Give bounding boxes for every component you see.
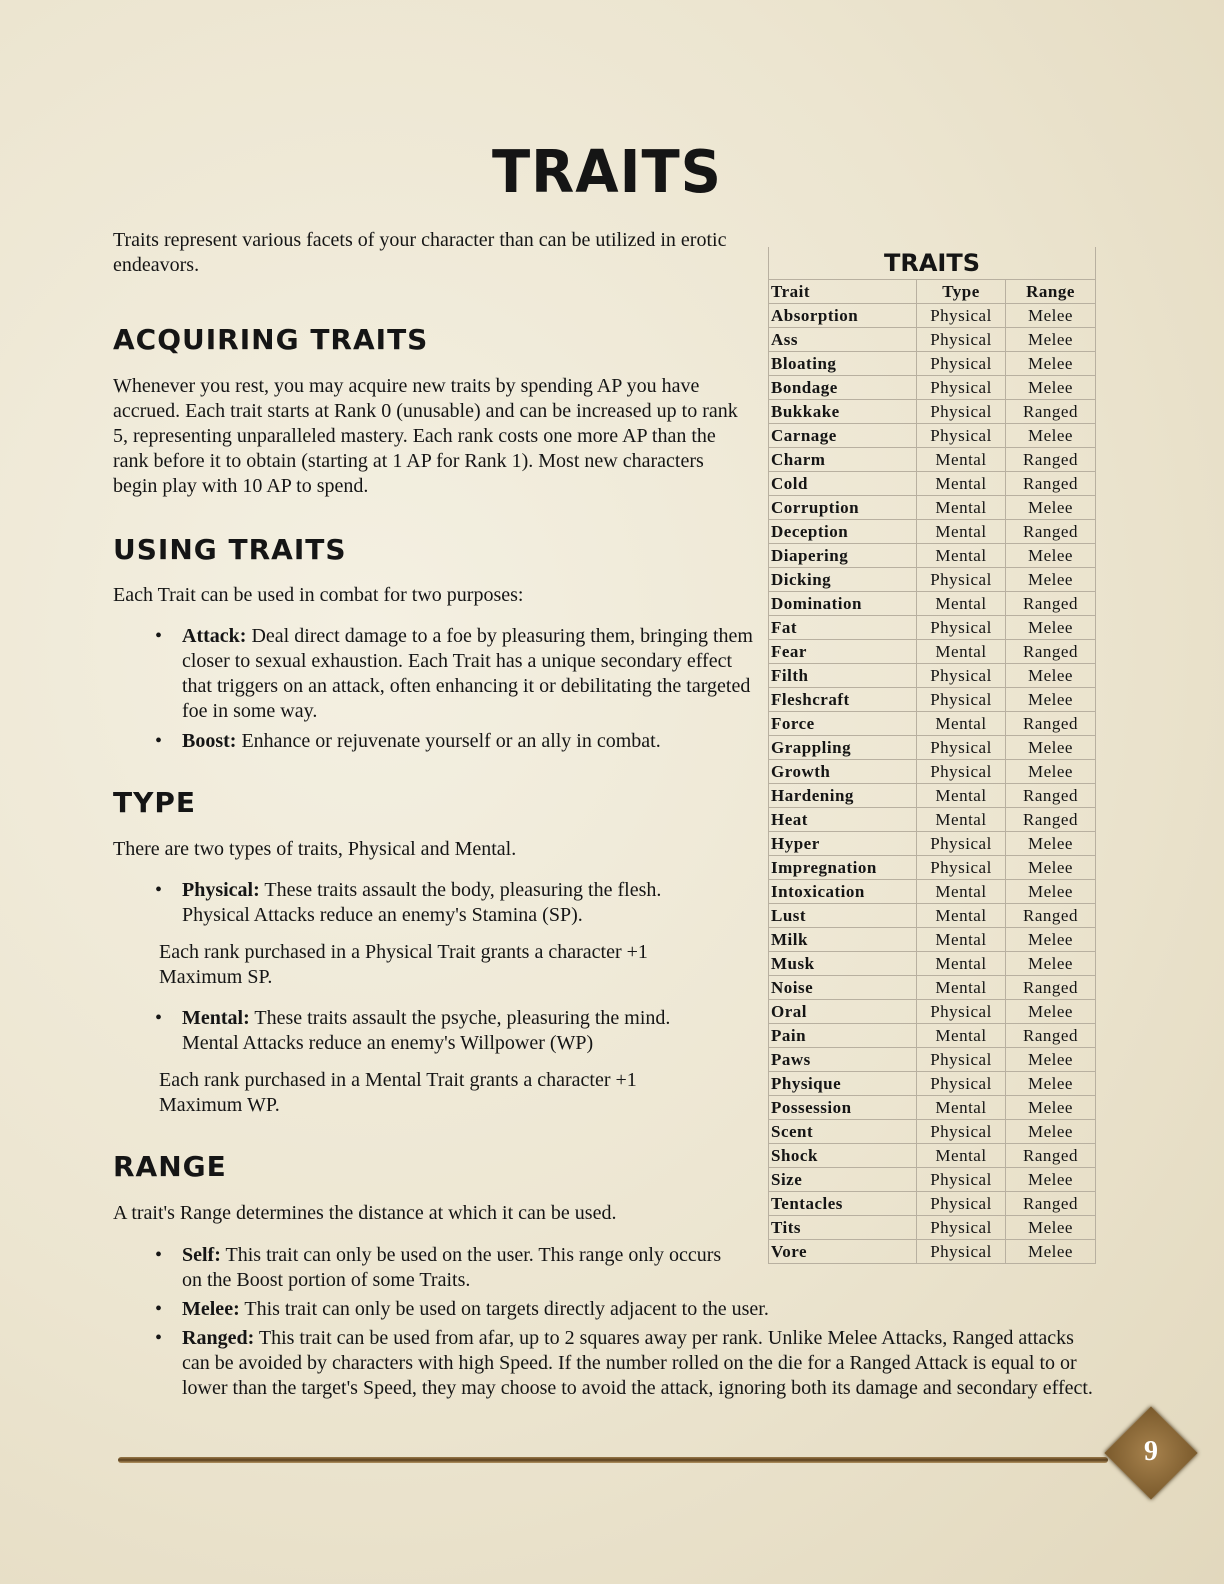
table-row — [769, 328, 1096, 352]
type-paragraph: There are two types of traits, Physical and Mental. — [113, 838, 517, 860]
table-title: TRAITS — [768, 247, 1096, 279]
bullet-text: Enhance or rejuvenate yourself or an ally in combat. — [236, 730, 661, 752]
cell-range: Melee — [1006, 304, 1096, 328]
cell-type: Physical — [917, 1216, 1006, 1240]
cell-range: Melee — [1006, 880, 1096, 904]
cell-range: Melee — [1006, 1120, 1096, 1144]
cell-range: Melee — [1006, 1240, 1096, 1264]
cell-range: Melee — [1006, 952, 1096, 976]
table-row — [769, 808, 1096, 832]
table-row — [769, 496, 1096, 520]
cell-type: Physical — [917, 1000, 1006, 1024]
table-row — [769, 976, 1096, 1000]
cell-type: Physical — [917, 1168, 1006, 1192]
cell-type: Physical — [917, 304, 1006, 328]
header-trait: Trait — [769, 280, 917, 304]
cell-range: Ranged — [1006, 400, 1096, 424]
bullet-text: Deal direct damage to a foe by pleasuring them, bringing them closer to sexual exhaustion. Each Trait has a unique secondary effect that triggers on an attack, often enhancing it or debilitating the targeted foe in some way. — [182, 625, 753, 722]
cell-type: Physical — [917, 400, 1006, 424]
cell-trait: Lust — [769, 904, 917, 928]
using-paragraph: Each Trait can be used in combat for two purposes: — [113, 584, 524, 606]
cell-type: Mental — [917, 1096, 1006, 1120]
bullet-label: Self: — [182, 1244, 221, 1266]
cell-trait: Impregnation — [769, 856, 917, 880]
cell-trait: Pain — [769, 1024, 917, 1048]
table-row — [769, 568, 1096, 592]
table-row — [769, 1120, 1096, 1144]
cell-type: Physical — [917, 1192, 1006, 1216]
footer-rule — [118, 1457, 1108, 1463]
cell-range: Melee — [1006, 760, 1096, 784]
page-number: 9 — [1144, 1436, 1158, 1467]
table-row — [769, 520, 1096, 544]
table-row — [769, 904, 1096, 928]
bullet-melee: • Melee: This trait can only be used on targets directly adjacent to the user. — [155, 1298, 769, 1320]
cell-trait: Grappling — [769, 736, 917, 760]
cell-range: Ranged — [1006, 1144, 1096, 1168]
cell-trait: Intoxication — [769, 880, 917, 904]
heading-type: TYPE — [113, 786, 197, 819]
cell-trait: Filth — [769, 664, 917, 688]
cell-trait: Fear — [769, 640, 917, 664]
cell-type: Physical — [917, 760, 1006, 784]
bullet-label: Boost: — [182, 730, 237, 752]
cell-trait: Bloating — [769, 352, 917, 376]
table-row — [769, 928, 1096, 952]
cell-trait: Vore — [769, 1240, 917, 1264]
table-row — [769, 880, 1096, 904]
bullet-self: • Self: This trait can only be used on the user. This range only occurs on the Boost portion of some Traits. — [155, 1244, 722, 1291]
table-row — [769, 616, 1096, 640]
table-row — [769, 1096, 1096, 1120]
heading-using-traits: USING TRAITS — [113, 533, 347, 566]
table-row — [769, 400, 1096, 424]
cell-trait: Hardening — [769, 784, 917, 808]
cell-trait: Corruption — [769, 496, 917, 520]
intro-paragraph: Traits represent various facets of your character than can be utilized in erotic endeavors. — [113, 229, 727, 276]
cell-range: Ranged — [1006, 808, 1096, 832]
cell-type: Physical — [917, 832, 1006, 856]
traits-table — [768, 247, 1096, 1264]
table-row — [769, 952, 1096, 976]
table-row — [769, 1216, 1096, 1240]
bullet-text: This trait can only be used on the user. This range only occurs on the Boost portion of some Traits. — [182, 1244, 722, 1291]
cell-range: Ranged — [1006, 712, 1096, 736]
cell-type: Physical — [917, 736, 1006, 760]
bullet-text: This trait can be used from afar, up to 2 squares away per rank. Unlike Melee Attacks, Ranged attacks can be avoided by characters with high Speed. If the number rolled on the die for a Ranged Attack is equal to or lower than the target's Speed, they may choose to avoid the attack, ignoring both its damage and secondary effect. — [182, 1327, 1093, 1399]
table-row — [769, 1072, 1096, 1096]
table-row — [769, 856, 1096, 880]
acquiring-paragraph: Whenever you rest, you may acquire new traits by spending AP you have accrued. Each trait starts at Rank 0 (unusable) and can be increased up to rank 5, representing unparalleled mastery. Each rank costs one more AP than the rank before it to obtain (starting at 1 AP for Rank 1). Most new characters begin play with 10 AP to spend. — [113, 375, 738, 497]
table-row — [769, 304, 1096, 328]
cell-range: Melee — [1006, 1168, 1096, 1192]
cell-trait: Domination — [769, 592, 917, 616]
bullet-text: These traits assault the body, pleasuring the flesh. Physical Attacks reduce an enemy's Stamina (SP). — [182, 879, 662, 926]
table-row — [769, 472, 1096, 496]
cell-trait: Diapering — [769, 544, 917, 568]
cell-type: Mental — [917, 976, 1006, 1000]
cell-trait: Force — [769, 712, 917, 736]
cell-type: Physical — [917, 352, 1006, 376]
cell-range: Melee — [1006, 328, 1096, 352]
cell-type: Physical — [917, 688, 1006, 712]
cell-type: Physical — [917, 1240, 1006, 1264]
cell-trait: Shock — [769, 1144, 917, 1168]
bullet-label: Melee: — [182, 1298, 240, 1320]
table-row — [769, 1168, 1096, 1192]
cell-range: Melee — [1006, 376, 1096, 400]
cell-type: Physical — [917, 424, 1006, 448]
table-row — [769, 760, 1096, 784]
cell-range: Melee — [1006, 928, 1096, 952]
cell-type: Mental — [917, 448, 1006, 472]
cell-type: Physical — [917, 328, 1006, 352]
cell-range: Ranged — [1006, 448, 1096, 472]
bullet-text: This trait can only be used on targets directly adjacent to the user. — [239, 1298, 769, 1320]
bullet-label: Mental: — [182, 1007, 250, 1029]
bullet-text: These traits assault the psyche, pleasuring the mind. Mental Attacks reduce an enemy's Willpower (WP) — [182, 1007, 671, 1054]
bullet-label: Ranged: — [182, 1327, 255, 1349]
cell-trait: Ass — [769, 328, 917, 352]
cell-trait: Charm — [769, 448, 917, 472]
cell-type: Mental — [917, 808, 1006, 832]
cell-trait: Oral — [769, 1000, 917, 1024]
cell-trait: Growth — [769, 760, 917, 784]
header-range: Range — [1006, 280, 1096, 304]
cell-range: Melee — [1006, 1072, 1096, 1096]
cell-trait: Size — [769, 1168, 917, 1192]
cell-range: Melee — [1006, 496, 1096, 520]
cell-trait: Cold — [769, 472, 917, 496]
cell-trait: Paws — [769, 1048, 917, 1072]
table-row — [769, 832, 1096, 856]
table-row — [769, 1000, 1096, 1024]
table-header-row — [769, 280, 1096, 304]
table-row — [769, 592, 1096, 616]
table-row — [769, 448, 1096, 472]
cell-type: Physical — [917, 616, 1006, 640]
cell-trait: Deception — [769, 520, 917, 544]
range-paragraph: A trait's Range determines the distance at which it can be used. — [113, 1202, 617, 1224]
table-row — [769, 736, 1096, 760]
cell-type: Mental — [917, 904, 1006, 928]
cell-range: Melee — [1006, 832, 1096, 856]
cell-type: Mental — [917, 1024, 1006, 1048]
mental-note: Each rank purchased in a Mental Trait grants a character +1 Maximum WP. — [159, 1069, 637, 1116]
table-row — [769, 1024, 1096, 1048]
cell-type: Mental — [917, 928, 1006, 952]
table-row — [769, 664, 1096, 688]
cell-trait: Heat — [769, 808, 917, 832]
table-row — [769, 1192, 1096, 1216]
cell-type: Mental — [917, 520, 1006, 544]
heading-acquiring-traits: ACQUIRING TRAITS — [113, 323, 429, 356]
cell-type: Physical — [917, 376, 1006, 400]
cell-trait: Tentacles — [769, 1192, 917, 1216]
table-row — [769, 1144, 1096, 1168]
cell-trait: Noise — [769, 976, 917, 1000]
cell-trait: Dicking — [769, 568, 917, 592]
table-row — [769, 376, 1096, 400]
cell-range: Ranged — [1006, 976, 1096, 1000]
table-row — [769, 544, 1096, 568]
bullet-attack: • Attack: Deal direct damage to a foe by pleasuring them, bringing them closer to sexual exhaustion. Each Trait has a unique secondary effect that triggers on an attack, often enhancing it or debilitating the targeted foe in some way. — [155, 625, 753, 722]
cell-range: Melee — [1006, 1048, 1096, 1072]
physical-note: Each rank purchased in a Physical Trait grants a character +1 Maximum SP. — [159, 941, 648, 988]
cell-type: Mental — [917, 472, 1006, 496]
bullet-mental: • Mental: These traits assault the psyche, pleasuring the mind. Mental Attacks reduce an enemy's Willpower (WP) — [155, 1007, 671, 1054]
page-title: TRAITS — [491, 138, 723, 207]
table-row — [769, 1240, 1096, 1264]
table-row — [769, 424, 1096, 448]
cell-type: Mental — [917, 712, 1006, 736]
cell-trait: Absorption — [769, 304, 917, 328]
cell-trait: Physique — [769, 1072, 917, 1096]
cell-type: Mental — [917, 880, 1006, 904]
cell-range: Melee — [1006, 352, 1096, 376]
cell-range: Melee — [1006, 616, 1096, 640]
table-row — [769, 352, 1096, 376]
cell-type: Mental — [917, 784, 1006, 808]
bullet-boost: • Boost: Enhance or rejuvenate yourself or an ally in combat. — [155, 730, 661, 752]
table-row — [769, 784, 1096, 808]
table-row — [769, 1048, 1096, 1072]
cell-type: Mental — [917, 496, 1006, 520]
cell-type: Physical — [917, 568, 1006, 592]
cell-range: Melee — [1006, 424, 1096, 448]
cell-type: Physical — [917, 1120, 1006, 1144]
cell-range: Melee — [1006, 1000, 1096, 1024]
bullet-ranged: • Ranged: This trait can be used from afar, up to 2 squares away per rank. Unlike Melee Attacks, Ranged attacks can be avoided by characters with high Speed. If the number rolled on the die for a Ranged Attack is equal to or lower than the target's Speed, they may choose to avoid the attack, ignoring both its damage and secondary effect. — [155, 1327, 1093, 1399]
cell-range: Melee — [1006, 856, 1096, 880]
cell-type: Physical — [917, 856, 1006, 880]
cell-trait: Musk — [769, 952, 917, 976]
bullet-physical: • Physical: These traits assault the body, pleasuring the flesh. Physical Attacks reduce an enemy's Stamina (SP). — [155, 879, 662, 926]
cell-type: Physical — [917, 1072, 1006, 1096]
cell-trait: Hyper — [769, 832, 917, 856]
cell-range: Ranged — [1006, 904, 1096, 928]
cell-type: Mental — [917, 544, 1006, 568]
cell-trait: Milk — [769, 928, 917, 952]
table-row — [769, 640, 1096, 664]
heading-range: RANGE — [113, 1150, 227, 1183]
cell-trait: Possession — [769, 1096, 917, 1120]
cell-range: Ranged — [1006, 640, 1096, 664]
cell-range: Melee — [1006, 688, 1096, 712]
table-row — [769, 712, 1096, 736]
cell-range: Melee — [1006, 544, 1096, 568]
cell-trait: Tits — [769, 1216, 917, 1240]
cell-trait: Carnage — [769, 424, 917, 448]
cell-range: Ranged — [1006, 472, 1096, 496]
cell-trait: Fat — [769, 616, 917, 640]
bullet-label: Physical: — [182, 879, 260, 901]
cell-range: Melee — [1006, 736, 1096, 760]
cell-trait: Bukkake — [769, 400, 917, 424]
cell-range: Ranged — [1006, 784, 1096, 808]
cell-trait: Fleshcraft — [769, 688, 917, 712]
cell-type: Mental — [917, 1144, 1006, 1168]
cell-type: Mental — [917, 952, 1006, 976]
cell-range: Ranged — [1006, 1192, 1096, 1216]
cell-range: Ranged — [1006, 520, 1096, 544]
cell-range: Melee — [1006, 664, 1096, 688]
cell-range: Ranged — [1006, 592, 1096, 616]
cell-range: Melee — [1006, 1216, 1096, 1240]
cell-range: Ranged — [1006, 1024, 1096, 1048]
cell-trait: Scent — [769, 1120, 917, 1144]
cell-trait: Bondage — [769, 376, 917, 400]
cell-type: Physical — [917, 1048, 1006, 1072]
bullet-label: Attack: — [182, 625, 247, 647]
cell-range: Melee — [1006, 568, 1096, 592]
cell-type: Physical — [917, 664, 1006, 688]
table-row — [769, 688, 1096, 712]
cell-range: Melee — [1006, 1096, 1096, 1120]
cell-type: Mental — [917, 592, 1006, 616]
cell-type: Mental — [917, 640, 1006, 664]
header-type: Type — [917, 280, 1006, 304]
